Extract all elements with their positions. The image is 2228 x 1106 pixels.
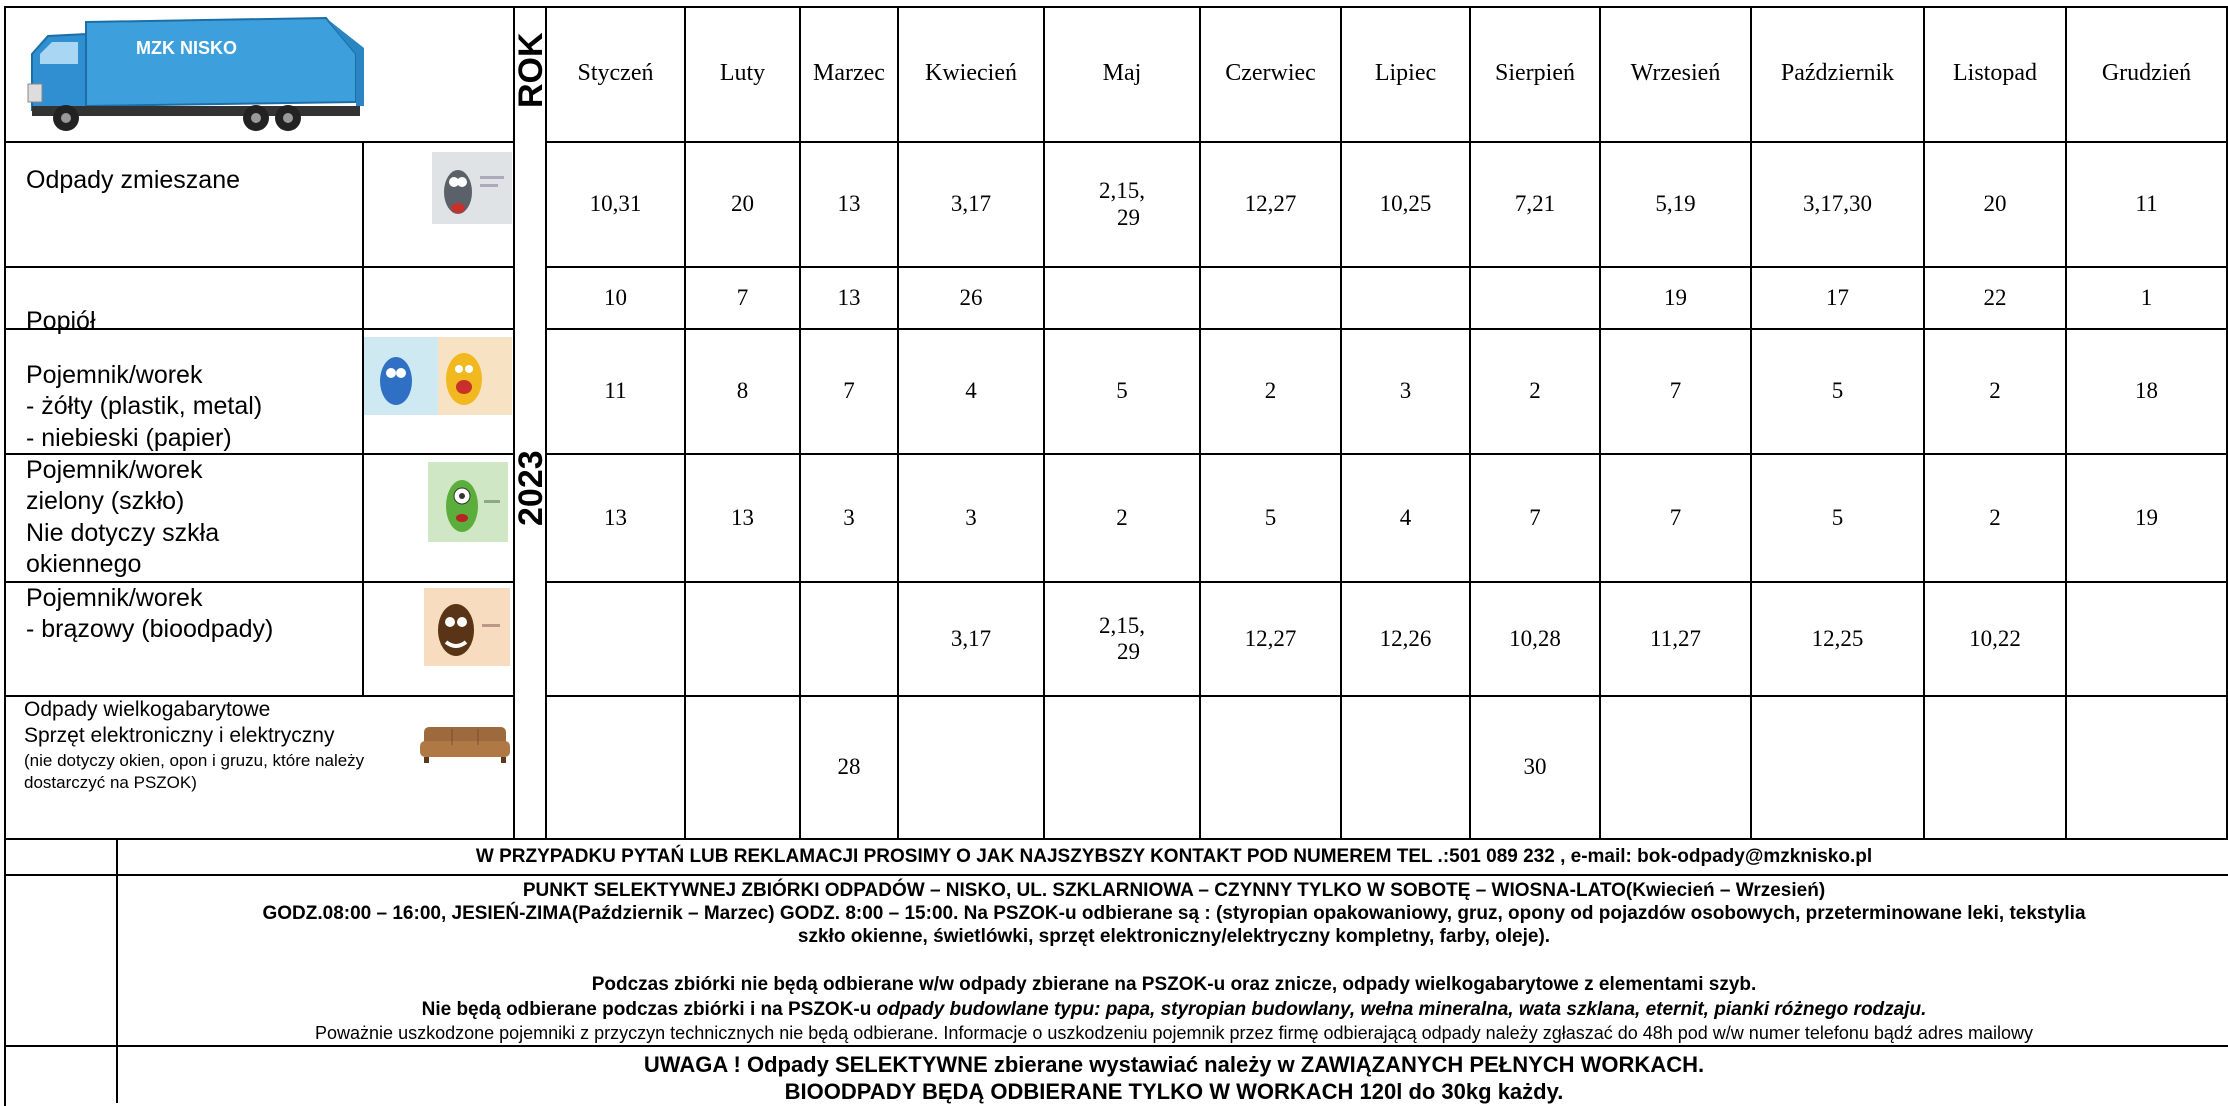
pickup-dates-cell: 3,17 xyxy=(899,143,1045,268)
pickup-dates-cell: 20 xyxy=(1925,143,2067,268)
pickup-dates-cell: 13 xyxy=(686,455,801,583)
pickup-dates-cell: 5 xyxy=(1045,330,1201,455)
pickup-dates-cell: 20 xyxy=(686,143,801,268)
month-header-9: Wrzesień xyxy=(1601,6,1752,143)
pickup-dates-cell: 3,17 xyxy=(899,583,1045,697)
pickup-dates-cell: 5 xyxy=(1201,455,1342,583)
logo-cell xyxy=(4,6,515,143)
pszok-line-2: GODZ.08:00 – 16:00, JESIEŃ-ZIMA(Październik – Marzec) GODZ. 8:00 – 15:00. Na PSZOK-u odbierane są : (styropian opakowaniowy, gruz, opony od pojazdów osobowych, przeterminowane leki, tekstylia xyxy=(262,903,2086,924)
pickup-dates-cell: 3 xyxy=(1342,330,1471,455)
month-header-2: Luty xyxy=(686,6,801,143)
pickup-dates-cell: 28 xyxy=(801,697,899,840)
pszok-note-2-bold: Nie będą odbierane podczas zbiórki i na PSZOK-u xyxy=(421,999,877,1020)
row-label-cell xyxy=(4,143,364,268)
pickup-dates-cell xyxy=(1752,697,1925,840)
waste-type-label-line: okiennego xyxy=(26,549,142,578)
pickup-dates-cell: 11 xyxy=(547,330,686,455)
pickup-dates-cell: 1 xyxy=(2067,268,2228,330)
pickup-dates-cell: 17 xyxy=(1752,268,1925,330)
waste-type-note-line: (nie dotyczy okien, opon i gruzu, które należy xyxy=(24,750,365,770)
pszok-note-3: Poważnie uszkodzone pojemniki z przyczyn technicznych nie będą odbierane. Informacje o uszkodzeniu pojemnik przez firmę odbierającą odpady należy zgłaszać do 48h pod w/w numer telefonu bądź adres mailowy xyxy=(315,1023,2033,1043)
waste-type-label-line: Odpady zmieszane xyxy=(26,166,241,194)
pickup-dates-cell: 7,21 xyxy=(1471,143,1601,268)
pickup-dates-cell: 3,17,30 xyxy=(1752,143,1925,268)
pickup-dates-cell xyxy=(899,697,1045,840)
month-header-5: Maj xyxy=(1045,6,1201,143)
waste-type-label-line: - niebieski (papier) xyxy=(26,423,232,452)
pickup-dates-cell: 19 xyxy=(1601,268,1752,330)
truck-brand-text: MZK NISKO xyxy=(136,38,237,58)
sofa-icon xyxy=(418,723,512,765)
year-column xyxy=(515,6,547,840)
waste-type-label xyxy=(4,165,424,196)
warning-line-1: UWAGA ! Odpady SELEKTYWNE zbierane wystawiać należy w ZAWIĄZANYCH PEŁNYCH WORKACH. xyxy=(643,1052,1705,1077)
pickup-dates-cell xyxy=(1925,697,2067,840)
warning-line-2: BIOODPADY BĘDĄ ODBIERANE TYLKO W WORKACH 120l do 30kg każdy. xyxy=(784,1079,1564,1104)
pickup-dates-cell: 11,27 xyxy=(1601,583,1752,697)
pickup-dates-cell: 10 xyxy=(547,268,686,330)
pickup-dates-cell: 12,27 xyxy=(1201,583,1342,697)
pszok-note-2-italic: odpady budowlane typu: papa, styropian budowlany, wełna mineralna, wata szklana, eternit, pianki różnego rodzaju. xyxy=(876,999,1927,1020)
pickup-dates-cell: 10,31 xyxy=(547,143,686,268)
month-header-12: Grudzień xyxy=(2067,6,2228,143)
month-header-3: Marzec xyxy=(801,6,899,143)
pickup-dates-cell: 22 xyxy=(1925,268,2067,330)
pickup-dates-cell xyxy=(1045,697,1201,840)
grey-trash-monster-icon xyxy=(432,152,512,224)
pickup-dates-cell: 5 xyxy=(1752,330,1925,455)
pickup-dates-cell: 26 xyxy=(899,268,1045,330)
pszok-note-2 xyxy=(120,999,2228,1021)
green-monster-icon xyxy=(428,462,508,542)
month-header-11: Listopad xyxy=(1925,6,2067,143)
rok-label: ROK xyxy=(512,32,550,108)
waste-type-label-line: Popiół xyxy=(26,307,96,335)
pickup-dates-cell xyxy=(1471,268,1601,330)
waste-type-label-line: Pojemnik/worek xyxy=(26,361,203,389)
month-header-6: Czerwiec xyxy=(1201,6,1342,143)
pickup-dates-cell: 12,26 xyxy=(1342,583,1471,697)
pickup-dates-cell: 7 xyxy=(686,268,801,330)
pickup-dates-cell xyxy=(2067,697,2228,840)
pszok-note-1: Podczas zbiórki nie będą odbierane w/w odpady zbierane na PSZOK-u oraz znicze, odpady wielkogabarytowe z elementami szyb. xyxy=(591,974,1757,995)
pickup-dates-cell: 3 xyxy=(801,455,899,583)
pickup-dates-cell xyxy=(1601,697,1752,840)
pickup-dates-cell: 13 xyxy=(547,455,686,583)
pickup-dates-cell: 19 xyxy=(2067,455,2228,583)
pickup-dates-cell xyxy=(801,583,899,697)
waste-type-label-line: Sprzęt elektroniczny i elektryczny xyxy=(24,724,335,748)
waste-type-label-line: zielony (szkło) xyxy=(26,487,185,516)
pickup-dates-cell: 2,15, 29 xyxy=(1045,143,1201,268)
pickup-dates-cell: 7 xyxy=(1601,455,1752,583)
brown-monster-icon xyxy=(424,588,510,666)
pickup-dates-cell: 2 xyxy=(1471,330,1601,455)
pickup-dates-cell xyxy=(1342,697,1471,840)
pickup-dates-cell: 12,25 xyxy=(1752,583,1925,697)
month-header-1: Styczeń xyxy=(547,6,686,143)
waste-type-label-line: Pojemnik/worek xyxy=(26,584,203,612)
pickup-dates-cell: 7 xyxy=(1601,330,1752,455)
month-header-7: Lipiec xyxy=(1342,6,1471,143)
waste-type-label xyxy=(4,360,424,454)
waste-type-label xyxy=(4,455,424,580)
pickup-dates-cell: 8 xyxy=(686,330,801,455)
pszok-line-1: PUNKT SELEKTYWNEJ ZBIÓRKI ODPADÓW – NISKO, UL. SZKLARNIOWA – CZYNNY TYLKO W SOBOTĘ – WIOSNA-LATO(Kwiecień – Wrzesień) xyxy=(522,880,1826,901)
waste-type-label xyxy=(4,583,424,646)
pickup-dates-cell: 3 xyxy=(899,455,1045,583)
waste-type-label-line: Odpady wielkogabarytowe xyxy=(24,698,271,721)
pickup-dates-cell: 11 xyxy=(2067,143,2228,268)
waste-type-note-line: dostarczyć na PSZOK) xyxy=(24,773,197,793)
pickup-dates-cell: 7 xyxy=(1471,455,1601,583)
pickup-dates-cell: 10,28 xyxy=(1471,583,1601,697)
pickup-dates-cell xyxy=(547,697,686,840)
pickup-dates-cell: 2 xyxy=(1925,455,2067,583)
pickup-dates-cell: 5 xyxy=(1752,455,1925,583)
pickup-dates-cell xyxy=(1342,268,1471,330)
pickup-dates-cell xyxy=(686,583,801,697)
garbage-truck-logo xyxy=(26,14,366,134)
pickup-dates-cell: 4 xyxy=(1342,455,1471,583)
pszok-line-3: szkło okienne, świetlówki, sprzęt elektroniczny/elektryczny kompletny, farby, oleje). xyxy=(797,926,1551,947)
waste-type-label-line: - żółty (plastik, metal) xyxy=(26,392,263,421)
pickup-dates-cell: 7 xyxy=(801,330,899,455)
contact-info: W PRZYPADKU PYTAŃ LUB REKLAMACJI PROSIMY O JAK NAJSZYBSZY KONTAKT POD NUMEREM TEL .:501 089 232 , e-mail: bok-odpady@mzknisko.pl xyxy=(475,846,1873,867)
pickup-dates-cell: 2 xyxy=(1201,330,1342,455)
month-header-8: Sierpień xyxy=(1471,6,1601,143)
pickup-dates-cell: 4 xyxy=(899,330,1045,455)
pickup-dates-cell xyxy=(1201,268,1342,330)
pickup-dates-cell: 13 xyxy=(801,268,899,330)
pickup-dates-cell: 10,25 xyxy=(1342,143,1471,268)
year-label: 2023 xyxy=(512,450,550,526)
blue-yellow-monsters-icon xyxy=(364,337,512,415)
pickup-dates-cell: 2,15, 29 xyxy=(1045,583,1201,697)
waste-type-label-line: Nie dotyczy szkła xyxy=(26,518,220,547)
month-header-10: Październik xyxy=(1752,6,1925,143)
pickup-dates-cell xyxy=(2067,583,2228,697)
pickup-dates-cell: 13 xyxy=(801,143,899,268)
pickup-dates-cell xyxy=(547,583,686,697)
pickup-dates-cell: 2 xyxy=(1925,330,2067,455)
pickup-dates-cell xyxy=(1201,697,1342,840)
waste-type-label-line: - brązowy (bioodpady) xyxy=(26,615,274,644)
pickup-dates-cell xyxy=(686,697,801,840)
pickup-dates-cell: 12,27 xyxy=(1201,143,1342,268)
waste-type-label xyxy=(4,697,424,795)
pickup-dates-cell: 30 xyxy=(1471,697,1601,840)
pickup-dates-cell: 18 xyxy=(2067,330,2228,455)
waste-type-label-line: Pojemnik/worek xyxy=(26,456,203,484)
pickup-dates-cell xyxy=(1045,268,1201,330)
pickup-dates-cell: 10,22 xyxy=(1925,583,2067,697)
pickup-dates-cell: 5,19 xyxy=(1601,143,1752,268)
pickup-dates-cell: 2 xyxy=(1045,455,1201,583)
month-header-4: Kwiecień xyxy=(899,6,1045,143)
